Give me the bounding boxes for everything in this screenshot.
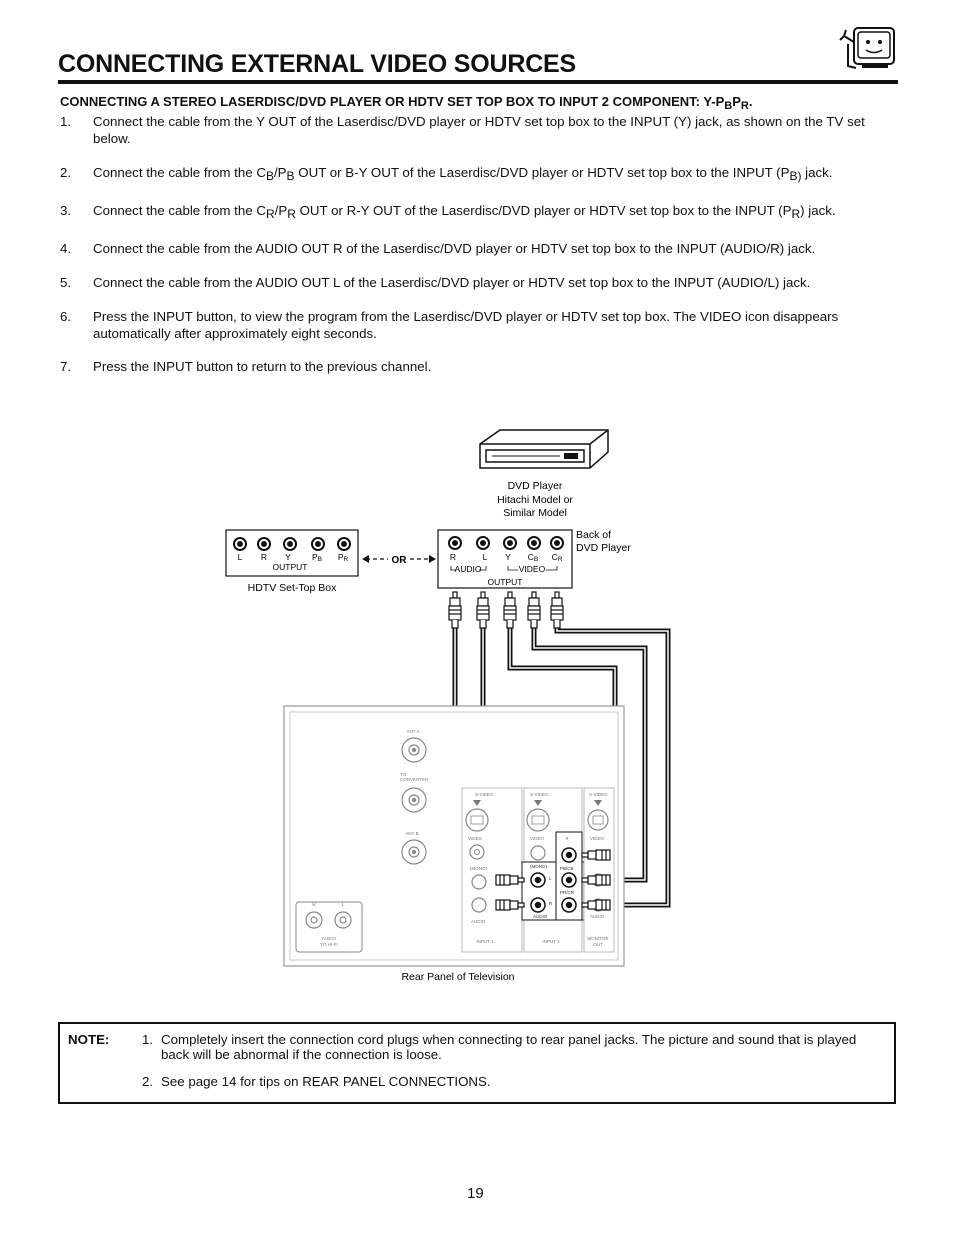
dvd-label-1: DVD Player xyxy=(507,480,563,492)
tv-svideo-3: S-VIDEO xyxy=(589,792,608,797)
dvd-jack-l: L xyxy=(482,552,488,562)
tv-video-1: VIDEO xyxy=(468,836,483,841)
hdtv-output-label: OUTPUT xyxy=(272,562,308,572)
tv-audio-2: AUDIO xyxy=(533,914,548,919)
tv-ant-a: ANT A xyxy=(406,729,420,734)
tv-svideo-1: S-VIDEO xyxy=(475,792,494,797)
tv-audio-r: R xyxy=(312,902,316,908)
hdtv-jack-l: L xyxy=(237,552,243,562)
dvd-audio-label: AUDIO xyxy=(454,564,482,574)
tv-pr-label: PR/CR xyxy=(560,890,575,895)
dvd-jack-r: R xyxy=(449,552,457,562)
hdtv-jack-pb: PB xyxy=(311,552,323,563)
dvd-video-label: VIDEO xyxy=(518,564,546,574)
tv-r-label: R xyxy=(549,901,553,906)
note-label: NOTE: xyxy=(68,1032,110,1047)
dvd-label-2: Hitachi Model or xyxy=(497,494,573,506)
tv-monitor-1: MONITOR xyxy=(587,936,609,941)
dvd-jack-cb: CB xyxy=(527,552,539,563)
tv-input1: INPUT 1 xyxy=(476,939,494,944)
tv-to-converter-2: CONVERTER xyxy=(400,777,429,782)
rear-panel-label: Rear Panel of Television xyxy=(401,971,515,983)
tv-audio-hifi-1: AUDIO xyxy=(321,936,337,941)
tv-mono-2: (MONO) xyxy=(530,864,547,869)
tv-audio-l: L xyxy=(341,902,345,908)
tv-ant-b: ANT B xyxy=(405,831,419,836)
section-subheading: CONNECTING A STEREO LASERDISC/DVD PLAYER OR HDTV SET TOP BOX TO INPUT 2 COMPONENT: $Y-P_BP_R$. xyxy=(60,94,753,112)
tv-input2: INPUT 2 xyxy=(542,939,560,944)
tv-audio-hifi-2: TO HI-FI xyxy=(320,942,338,947)
tv-svideo-2: S-VIDEO xyxy=(530,792,549,797)
hdtv-output-panel xyxy=(226,530,358,576)
back-dvd-label-2: DVD Player xyxy=(576,542,631,554)
tv-y-label: Y xyxy=(565,836,569,841)
tv-video-2: VIDEO xyxy=(530,836,545,841)
dvd-jack-y: Y xyxy=(505,552,511,562)
or-label: OR xyxy=(391,555,407,566)
back-dvd-label-1: Back of xyxy=(576,529,612,541)
tv-l-label: L xyxy=(549,876,552,881)
tv-audio-3: AUDIO xyxy=(590,914,605,919)
page-title: CONNECTING EXTERNAL VIDEO SOURCES xyxy=(58,50,576,78)
tv-monitor-2: OUT xyxy=(593,942,603,947)
dvd-player-illustration xyxy=(480,430,608,468)
page-number: 19 xyxy=(467,1185,484,1202)
dvd-jack-cr: CR xyxy=(551,552,563,563)
tv-video-3: VIDEO xyxy=(590,836,605,841)
tv-mono-1: (MONO) xyxy=(470,866,487,871)
rca-plugs-top xyxy=(449,592,563,628)
tv-pb-label: PB/CB xyxy=(560,866,574,871)
hdtv-jack-r: R xyxy=(260,552,268,562)
tv-rear-panel xyxy=(284,706,624,966)
tv-audio-1: AUDIO xyxy=(471,919,486,924)
tv-to-converter-1: TO xyxy=(400,772,407,777)
hdtv-jack-y: Y xyxy=(285,552,291,562)
dvd-label-3: Similar Model xyxy=(503,507,567,519)
note-box: NOTE: 1. Completely insert the connection cord plugs when connecting to rear panel jacks. The picture and sound that is played back will be abnormal if the connection is loose. 2. See page 14 for tips on REAR PANEL CONNECTIONS. xyxy=(58,1022,896,1104)
hdtv-jack-pr: PR xyxy=(337,552,349,563)
dvd-output-panel xyxy=(438,530,572,588)
dvd-output-label: OUTPUT xyxy=(487,577,523,587)
hdtv-label: HDTV Set-Top Box xyxy=(247,582,337,594)
